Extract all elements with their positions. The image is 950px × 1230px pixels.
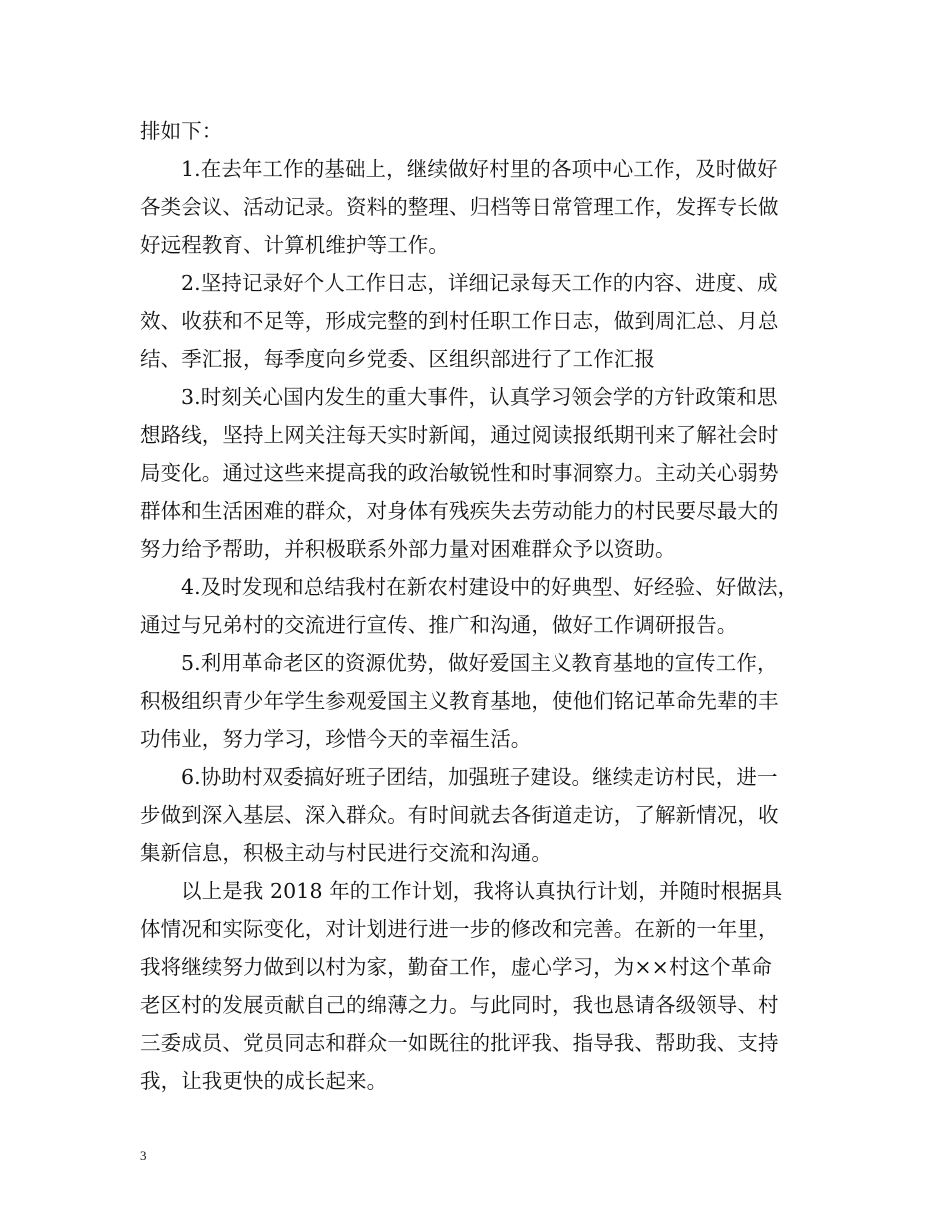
text-line: 好远程教育、计算机维护等工作。 [140,233,449,257]
text-line: 4.及时发现和总结我村在新农村建设中的好典型、好经验、好做法， [181,575,799,599]
text-line: 群体和生活困难的群众，对身体有残疾失去劳动能力的村民要尽最大的 [140,499,779,523]
text-line: 想路线，坚持上网关注每天实时新闻，通过阅读报纸期刊来了解社会时 [140,423,779,447]
text-line: 三委成员、党员同志和群众一如既往的批评我、指导我、帮助我、支持 [140,1031,779,1055]
text-line: 2.坚持记录好个人工作日志，详细记录每天工作的内容、进度、成 [181,271,778,295]
text-line: 排如下： [140,119,223,143]
text-line: 功伟业，努力学习，珍惜今天的幸福生活。 [140,727,532,751]
text-line: 1.在去年工作的基础上，继续做好村里的各项中心工作，及时做好 [181,157,778,181]
text-line: 我将继续努力做到以村为家，勤奋工作，虚心学习，为××村这个革命 [140,955,772,979]
text-line: 局变化。通过这些来提高我的政治敏锐性和时事洞察力。主动关心弱势 [140,461,779,485]
text-line: 3.时刻关心国内发生的重大事件，认真学习领会学的方针政策和思 [181,385,778,409]
text-line: 以上是我 2018 年的工作计划，我将认真执行计划，并随时根据具 [181,879,783,903]
page-number: 3 [140,1148,147,1163]
text-line: 体情况和实际变化，对计划进行进一步的修改和完善。在新的一年里， [140,917,779,941]
text-line: 步做到深入基层、深入群众。有时间就去各街道走访，了解新情况，收 [140,803,779,827]
text-line: 5.利用革命老区的资源优势，做好爱国主义教育基地的宣传工作， [181,651,778,675]
body-text [140,112,820,1100]
text-line: 我，让我更快的成长起来。 [140,1069,388,1093]
text-line: 效、收获和不足等，形成完整的到村任职工作日志，做到周汇总、月总 [140,309,779,333]
text-line: 通过与兄弟村的交流进行宣传、推广和沟通，做好工作调研报告。 [140,613,738,637]
text-line: 结、季汇报，每季度向乡党委、区组织部进行了工作汇报 [140,347,655,371]
text-line: 6.协助村双委搞好班子团结，加强班子建设。继续走访村民，进一 [181,765,778,789]
text-line: 集新信息，积极主动与村民进行交流和沟通。 [140,841,552,865]
text-line: 老区村的发展贡献自己的绵薄之力。与此同时，我也恳请各级领导、村 [140,993,779,1017]
text-line: 努力给予帮助，并积极联系外部力量对困难群众予以资助。 [140,537,676,561]
text-line: 积极组织青少年学生参观爱国主义教育基地，使他们铭记革命先辈的丰 [140,689,779,713]
text-line: 各类会议、活动记录。资料的整理、归档等日常管理工作，发挥专长做 [140,195,779,219]
